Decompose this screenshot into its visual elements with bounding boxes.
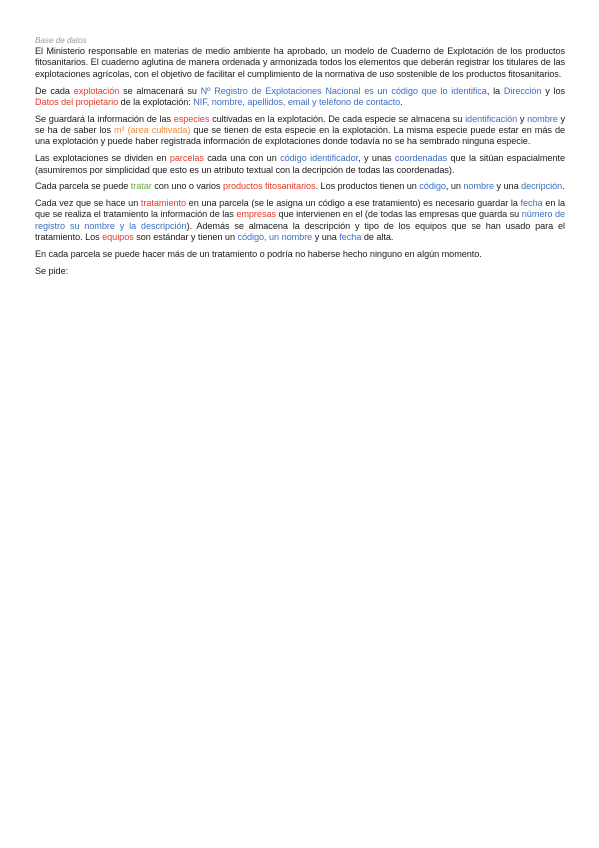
highlighted-term: código identificador: [280, 153, 359, 164]
text-run: que se tienen de esta especie en la explotación. La misma especie puede estar en más de una explotación y puede haber registrada información de explotaciones donde todavía no se ha sembrado ninguna especie.: [35, 125, 566, 147]
text-run: Cada parcela se puede: [35, 181, 131, 192]
highlighted-term: fecha: [520, 197, 543, 208]
text-run: y: [517, 113, 528, 124]
text-run: Se guardará la información de las: [35, 113, 174, 124]
text-run: Se pide:: [35, 265, 69, 276]
text-run: con uno o varios: [151, 181, 223, 192]
text-run: .: [400, 96, 403, 107]
text-run: De cada: [35, 85, 74, 96]
paragraph: [35, 181, 565, 192]
highlighted-term: decripción: [521, 181, 563, 192]
paragraph: [35, 114, 565, 148]
paragraph: [35, 249, 565, 260]
text-run: ). Además se almacena la descripción y tipo de los equipos que se han usado para el tratamiento. Los: [35, 220, 565, 243]
highlighted-term: especies: [173, 113, 210, 124]
text-run: . Los productos tienen un: [315, 181, 420, 192]
highlighted-term: Dirección: [503, 85, 542, 96]
highlighted-term: Nº Registro de Explotaciones Nacional es un código que lo identifica: [200, 85, 487, 96]
text-run: que la sitúan espacialmente (asumiremos por simplicidad que esto es un atributo textual con la decripción de todas las coordenadas).: [35, 153, 565, 175]
highlighted-term: código: [419, 181, 446, 192]
text-run: son estándar y tienen un: [133, 232, 238, 243]
text-run: y se ha de saber los: [35, 113, 565, 136]
text-run: , un: [445, 181, 464, 192]
highlighted-term: explotación: [73, 85, 120, 96]
highlighted-term: nombre: [463, 181, 495, 192]
highlighted-term: coordenadas: [394, 153, 448, 164]
document-page: [35, 36, 565, 282]
paragraph: [35, 86, 565, 109]
text-run: que intervienen en el (de todas las empresas que guarda su: [276, 209, 522, 220]
text-run: se almacenará su: [119, 85, 201, 96]
highlighted-term: identificación: [465, 113, 518, 124]
highlighted-term: productos fitosanitarios: [222, 181, 316, 192]
text-run: y una: [494, 181, 522, 192]
text-run: Las explotaciones se dividen en: [35, 153, 170, 164]
text-run: y una: [312, 232, 340, 243]
highlighted-term: número de registro su nombre y la descripción: [35, 209, 565, 231]
text-run: en la que se realiza el tratamiento la información de las: [35, 197, 566, 220]
highlighted-term: tratamiento: [140, 197, 187, 208]
highlighted-term: empresas: [236, 209, 276, 220]
highlighted-term: Datos del propietario: [35, 96, 119, 107]
paragraph: [35, 198, 565, 244]
highlighted-term: parcelas: [169, 153, 204, 164]
paragraph: [35, 46, 565, 80]
text-run: cada una con un: [203, 153, 281, 164]
text-run: en una parcela (se le asigna un código a ese tratamiento) es necesario guardar la: [186, 197, 521, 208]
text-run: y los: [541, 85, 565, 96]
text-run: de alta.: [361, 232, 394, 243]
text-run: En cada parcela se puede hacer más de un tratamiento o podría no haberse hecho ninguno en algún momento.: [35, 248, 482, 259]
highlighted-term: nombre: [527, 113, 558, 124]
highlighted-term: equipos: [102, 232, 134, 243]
text-run: Cada vez que se hace un: [35, 197, 141, 208]
text-run: cultivadas en la explotación. De cada especie se almacena su: [209, 113, 466, 124]
highlighted-term: NIF, nombre, apellidos, email y teléfono de contacto: [193, 96, 401, 107]
paragraph: [35, 153, 565, 176]
text-run: El Ministerio responsable en materias de medio ambiente ha aprobado, un modelo de Cuaderno de Explotación de los productos fitosanitarios. El cuaderno aglutina de manera ordenada y armonizada todos los elementos que deberán registrar los titulares de las explotaciones agrícolas, con el objetivo de facilitar el cumplimiento de la normativa de uso sostenible de los productos fitosanitarios.: [35, 46, 565, 79]
section-title: Base de datos: [35, 36, 87, 45]
paragraph: [35, 266, 565, 277]
highlighted-term: m² (area cultivada): [114, 125, 191, 136]
text-run: de la explotación:: [118, 96, 194, 107]
highlighted-term: fecha: [339, 232, 362, 243]
highlighted-term: tratar: [130, 181, 152, 192]
text-run: .: [562, 181, 565, 192]
highlighted-term: código, un nombre: [237, 232, 313, 243]
document-body: [35, 46, 565, 277]
text-run: , la: [486, 85, 504, 96]
text-run: , y unas: [358, 153, 395, 164]
